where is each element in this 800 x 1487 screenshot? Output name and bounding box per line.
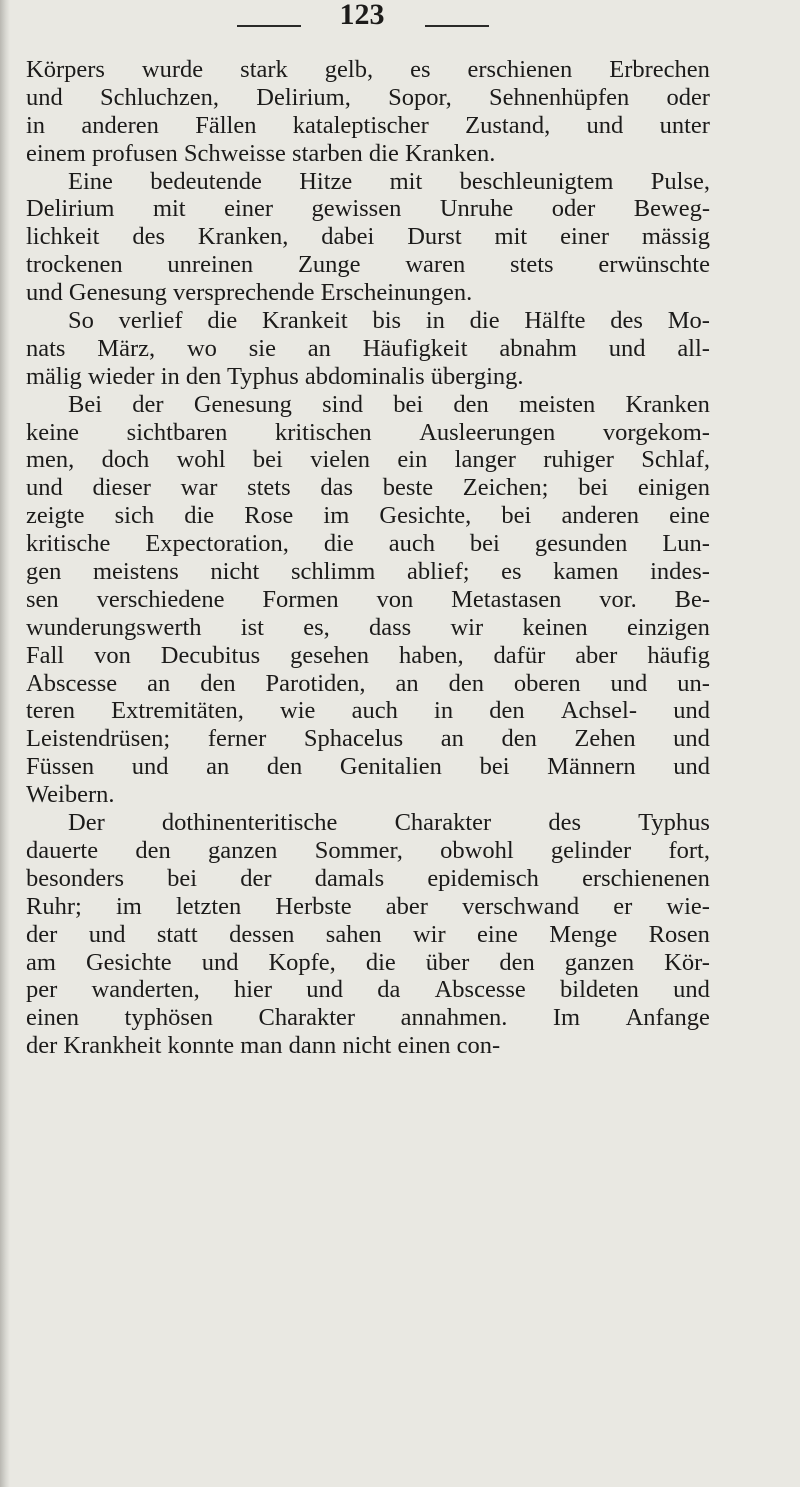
text-line: zeigte sich die Rose im Gesichte, bei anderen eine bbox=[26, 502, 710, 530]
text-line: kritische Expectoration, die auch bei gesunden Lun- bbox=[26, 530, 710, 558]
text-line: Abscesse an den Parotiden, an den oberen und un- bbox=[26, 669, 710, 697]
text-line: per wanderten, hier und da Abscesse bildeten und bbox=[26, 976, 710, 1004]
text-line: der Krankheit konnte man dann nicht einen con- bbox=[26, 1032, 501, 1060]
text-line: am Gesichte und Kopfe, die über den ganzen Kör- bbox=[26, 948, 710, 976]
page-number: 123 bbox=[339, 0, 385, 31]
text-line: einen typhösen Charakter annahmen. Im Anfange bbox=[26, 1004, 710, 1032]
text-line: einem profusen Schweisse starben die Kranken. bbox=[26, 139, 496, 167]
text-line: besonders bei der damals epidemisch erschienenen bbox=[26, 864, 710, 892]
text-line: Der dothinenteritische Charakter des Typhus bbox=[68, 809, 710, 837]
text-line: Bei der Genesung sind bei den meisten Kranken bbox=[68, 390, 710, 418]
text-line: sen verschiedene Formen von Metastasen vor. Be- bbox=[26, 585, 710, 613]
text-line: teren Extremitäten, wie auch in den Achsel- und bbox=[26, 697, 710, 725]
text-line: nats März, wo sie an Häufigkeit abnahm und all- bbox=[26, 334, 710, 362]
page-body-text bbox=[26, 56, 710, 1060]
text-line: keine sichtbaren kritischen Ausleerungen vorgekom- bbox=[26, 418, 710, 446]
text-line: in anderen Fällen kataleptischer Zustand, und unter bbox=[26, 111, 710, 139]
text-line: dauerte den ganzen Sommer, obwohl gelinder fort, bbox=[26, 836, 710, 864]
text-line: mälig wieder in den Typhus abdominalis überging. bbox=[26, 362, 524, 390]
text-line: So verlief die Krankeit bis in die Hälfte des Mo- bbox=[68, 307, 710, 335]
text-line: Weibern. bbox=[26, 781, 115, 809]
text-line: trockenen unreinen Zunge waren stets erwünschte bbox=[26, 251, 710, 279]
text-line: Fall von Decubitus gesehen haben, dafür aber häufig bbox=[26, 641, 710, 669]
text-line: gen meistens nicht schlimm ablief; es kamen indes- bbox=[26, 558, 710, 586]
header-dash-right bbox=[425, 25, 489, 27]
text-line: Eine bedeutende Hitze mit beschleunigtem Pulse, bbox=[68, 167, 710, 195]
text-line: und Genesung versprechende Erscheinungen. bbox=[26, 279, 473, 307]
text-line: und dieser war stets das beste Zeichen; bei einigen bbox=[26, 474, 710, 502]
text-line: der und statt dessen sahen wir eine Menge Rosen bbox=[26, 920, 710, 948]
text-line: Ruhr; im letzten Herbste aber verschwand er wie- bbox=[26, 892, 710, 920]
text-line: Delirium mit einer gewissen Unruhe oder Beweg- bbox=[26, 195, 710, 223]
text-line: men, doch wohl bei vielen ein langer ruhiger Schlaf, bbox=[26, 446, 710, 474]
page-header bbox=[0, 0, 800, 50]
text-line: Füssen und an den Genitalien bei Männern und bbox=[26, 753, 710, 781]
text-line: Leistendrüsen; ferner Sphacelus an den Zehen und bbox=[26, 725, 710, 753]
text-line: lichkeit des Kranken, dabei Durst mit einer mässig bbox=[26, 223, 710, 251]
page-binding-edge bbox=[0, 0, 10, 1487]
header-dash-left bbox=[237, 25, 301, 27]
text-line: Körpers wurde stark gelb, es erschienen Erbrechen bbox=[26, 56, 710, 83]
text-line: wunderungswerth ist es, dass wir keinen einzigen bbox=[26, 613, 710, 641]
text-line: und Schluchzen, Delirium, Sopor, Sehnenhüpfen oder bbox=[26, 83, 710, 111]
